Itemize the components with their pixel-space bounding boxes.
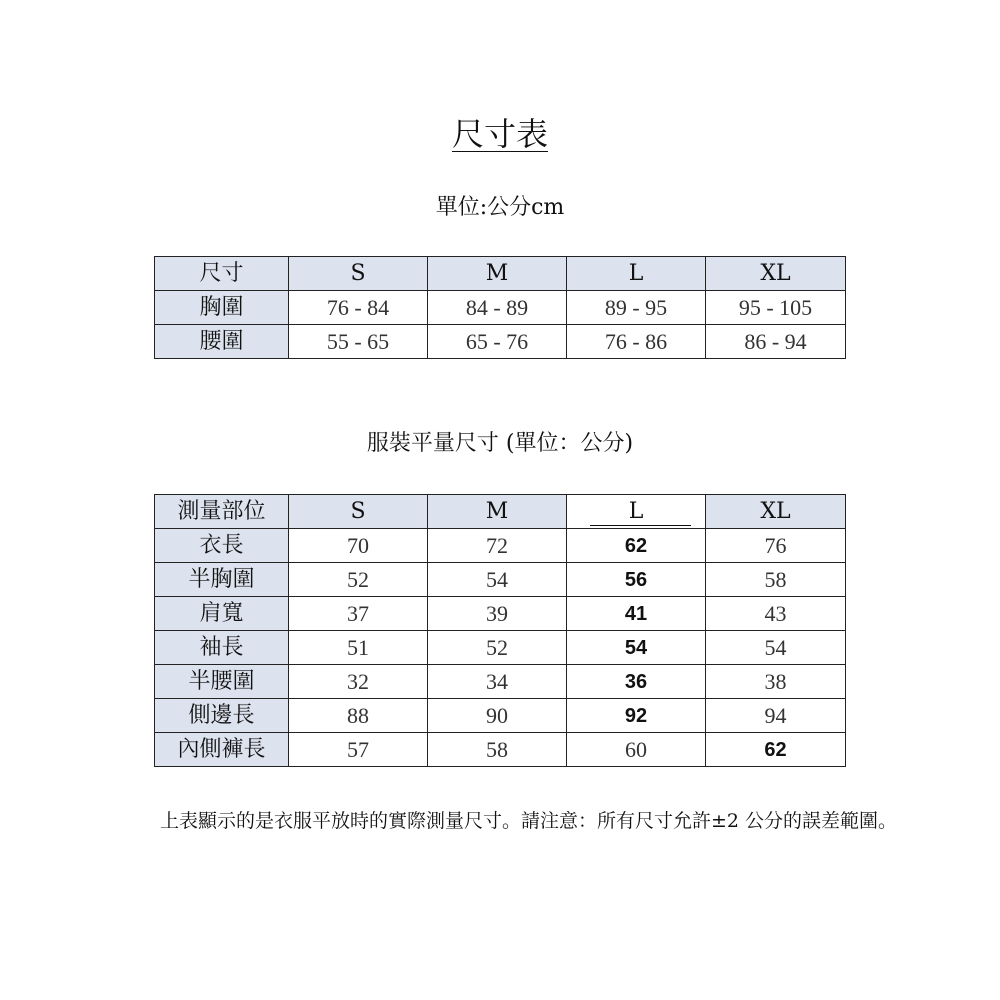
- table-cell: 76 - 86: [567, 325, 706, 359]
- table-cell: 38: [706, 665, 846, 699]
- header-measure-part: 測量部位: [155, 495, 289, 529]
- table-cell: 88: [289, 699, 428, 733]
- header-l: L: [567, 495, 706, 529]
- table-cell: 32: [289, 665, 428, 699]
- table-header-row: [155, 257, 846, 291]
- row-label: 半腰圍: [155, 665, 289, 699]
- table-row: [155, 325, 846, 359]
- table-row: [155, 699, 846, 733]
- table-cell: 84 - 89: [428, 291, 567, 325]
- table-cell: 89 - 95: [567, 291, 706, 325]
- table-row: [155, 665, 846, 699]
- body-size-table: [154, 256, 846, 359]
- table-header-row: [155, 495, 846, 529]
- header-size: 尺寸: [155, 257, 289, 291]
- table-cell: 60: [567, 733, 706, 767]
- table-cell: 34: [428, 665, 567, 699]
- table-cell: 55 - 65: [289, 325, 428, 359]
- table-row: [155, 529, 846, 563]
- table-cell: 90: [428, 699, 567, 733]
- header-l: L: [567, 257, 706, 291]
- row-label: 衣長: [155, 529, 289, 563]
- header-s: S: [289, 257, 428, 291]
- row-label: 半胸圍: [155, 563, 289, 597]
- page-title: [0, 112, 1000, 156]
- table-row: [155, 631, 846, 665]
- table-cell: 86 - 94: [706, 325, 846, 359]
- table-cell: 58: [706, 563, 846, 597]
- unit-label: 單位:公分cm: [435, 195, 565, 220]
- table-cell: 36: [567, 665, 706, 699]
- row-label: 腰圍: [155, 325, 289, 359]
- garment-size-table: [154, 494, 846, 767]
- table-row: [155, 597, 846, 631]
- table-cell: 65 - 76: [428, 325, 567, 359]
- table-cell: 39: [428, 597, 567, 631]
- table-cell: 43: [706, 597, 846, 631]
- table-row: [155, 291, 846, 325]
- table-cell: 54: [706, 631, 846, 665]
- table-cell: 62: [567, 529, 706, 563]
- table-cell: 58: [428, 733, 567, 767]
- table-cell: 41: [567, 597, 706, 631]
- table-cell: 37: [289, 597, 428, 631]
- row-label: 內側褲長: [155, 733, 289, 767]
- table-cell: 51: [289, 631, 428, 665]
- page-title-text: 尺寸表: [451, 115, 548, 153]
- header-m: M: [428, 257, 567, 291]
- table-row: [155, 563, 846, 597]
- table-cell: 95 - 105: [706, 291, 846, 325]
- table-cell: 52: [289, 563, 428, 597]
- table-cell: 94: [706, 699, 846, 733]
- table-cell: 62: [706, 733, 846, 767]
- table-cell: 70: [289, 529, 428, 563]
- header-m: M: [428, 495, 567, 529]
- table-cell: 54: [428, 563, 567, 597]
- row-label: 胸圍: [155, 291, 289, 325]
- table-cell: 52: [428, 631, 567, 665]
- table-row: [155, 733, 846, 767]
- table-cell: 76 - 84: [289, 291, 428, 325]
- row-label: 側邊長: [155, 699, 289, 733]
- table-cell: 76: [706, 529, 846, 563]
- header-xl: XL: [706, 257, 846, 291]
- row-label: 肩寬: [155, 597, 289, 631]
- measurement-note: 上表顯示的是衣服平放時的實際測量尺寸。請注意：所有尺寸允許±2 公分的誤差範圍。: [160, 810, 898, 832]
- table-cell: 92: [567, 699, 706, 733]
- header-underline: [590, 525, 691, 526]
- row-label: 袖長: [155, 631, 289, 665]
- garment-size-subtitle: 服裝平量尺寸 (單位：公分): [366, 431, 634, 456]
- table-cell: 72: [428, 529, 567, 563]
- header-xl: XL: [706, 495, 846, 529]
- header-s: S: [289, 495, 428, 529]
- table-cell: 56: [567, 563, 706, 597]
- table-cell: 54: [567, 631, 706, 665]
- table-cell: 57: [289, 733, 428, 767]
